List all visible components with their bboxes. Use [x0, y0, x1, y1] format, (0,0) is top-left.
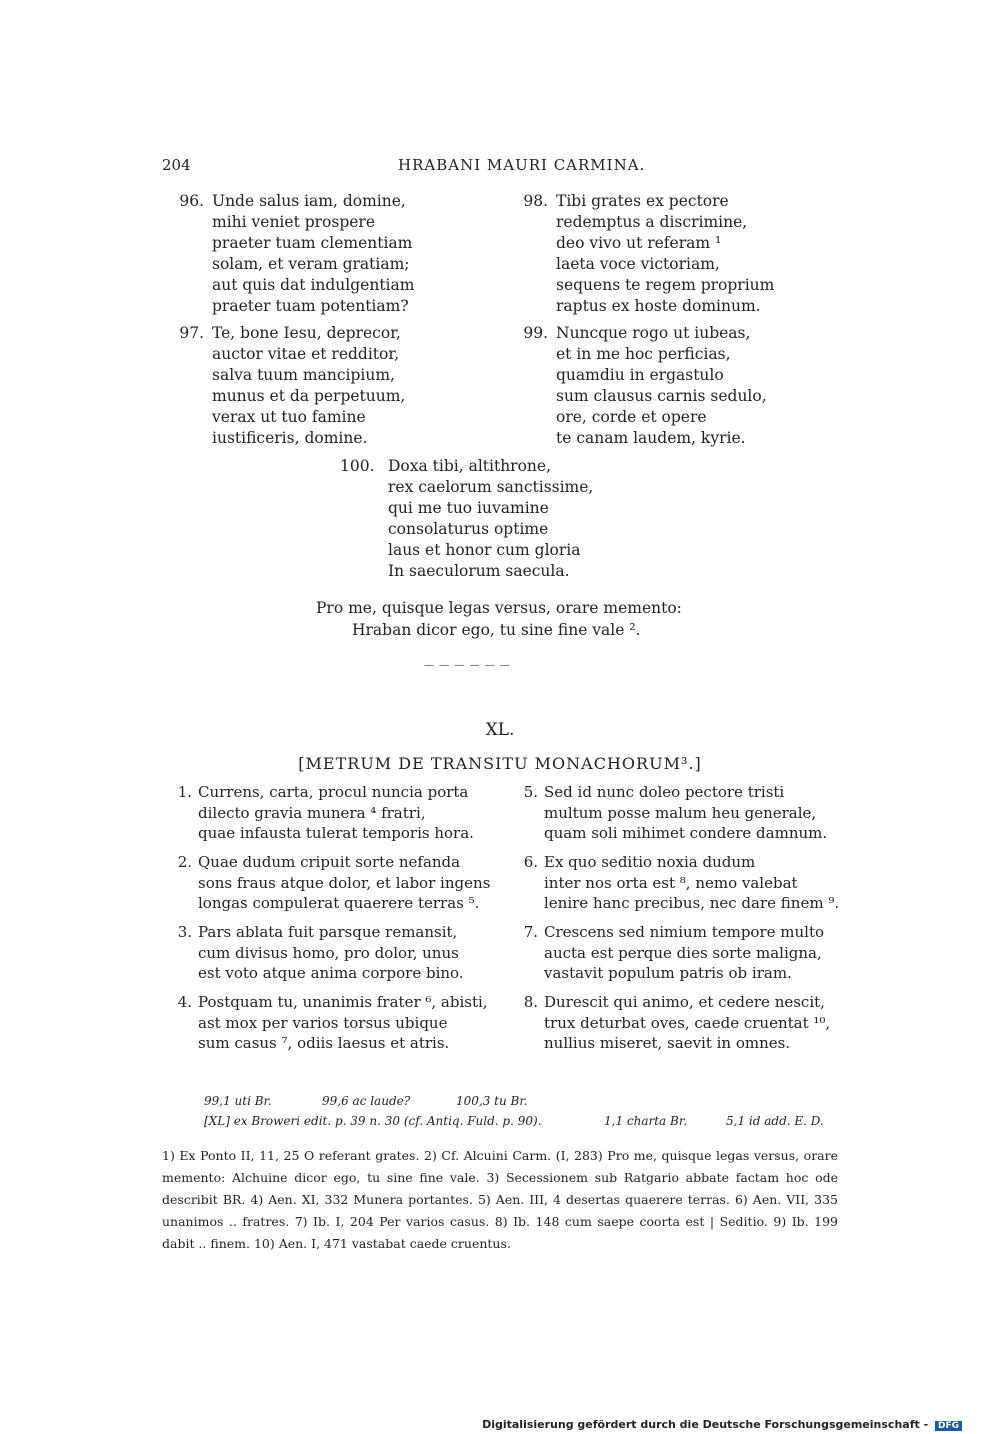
verse-line: quam soli mihimet condere damnum.	[544, 824, 828, 842]
stanza-number: 7.	[523, 923, 538, 941]
verse-line: longas compulerat quaerere terras ⁵.	[198, 894, 480, 912]
apparatus-entry: 1,1 charta Br.	[604, 1114, 688, 1128]
verse-line: ore, corde et opere	[556, 408, 707, 426]
verse-line: laeta voce victoriam,	[556, 255, 720, 273]
verse-line: lenire hanc precibus, nec dare finem ⁹.	[544, 894, 840, 912]
verse-line: mihi veniet prospere	[212, 213, 376, 231]
verse-line: Durescit qui animo, et cedere nescit,	[544, 993, 825, 1011]
verse-line: rex caelorum sanctissime,	[388, 478, 594, 496]
verse-line: Ex quo seditio noxia dudum	[544, 853, 756, 871]
verse-line: multum posse malum heu generale,	[544, 803, 817, 822]
verse-line: consolaturus optime	[388, 520, 549, 538]
verse-line: Sed id nunc doleo pectore tristi	[544, 783, 785, 801]
section-divider: — — — — — —	[424, 660, 511, 671]
verse-line: iustificeris, domine.	[212, 429, 368, 447]
verse-line: ast mox per varios torsus ubique	[198, 1013, 448, 1032]
apparatus-entry: 5,1 id add. E. D.	[726, 1114, 824, 1128]
verse-line: cum divisus homo, pro dolor, unus	[198, 943, 459, 962]
verse-line: Crescens sed nimium tempore multo	[544, 923, 825, 941]
stanza-number: 1.	[177, 783, 192, 801]
verse-line: verax ut tuo famine	[212, 408, 366, 426]
dfg-logo: DFG	[935, 1421, 962, 1431]
running-title: HRABANI MAURI CARMINA.	[398, 156, 646, 174]
stanza-number: 4.	[177, 993, 192, 1011]
stanza-number: 100.	[340, 457, 375, 475]
verse-line: inter nos orta est ⁸, nemo valebat	[544, 873, 798, 892]
verse-line: qui me tuo iuvamine	[388, 499, 549, 517]
verse-line: raptus ex hoste dominum.	[556, 297, 761, 315]
verse-line: nullius miseret, saevit in omnes.	[544, 1034, 791, 1052]
footer-text: Digitalisierung gefördert durch die Deutsche Forschungsgemeinschaft -	[482, 1418, 929, 1431]
verse-line: laus et honor cum gloria	[388, 541, 581, 559]
verse-line: trux deturbat oves, caede cruentat ¹⁰,	[544, 1013, 831, 1032]
distich-line: Hraban dicor ego, tu sine fine vale ².	[352, 621, 641, 639]
apparatus-entry: [XL] ex Broweri edit. p. 39 n. 30 (cf. Antiq. Fuld. p. 90).	[204, 1114, 542, 1128]
verse-line: auctor vitae et redditor,	[212, 345, 399, 363]
verse-line: Postquam tu, unanimis frater ⁶, abisti,	[198, 993, 488, 1011]
apparatus-entry: 99,6 ac laude?	[322, 1094, 411, 1108]
verse-line: In saeculorum saecula.	[388, 562, 570, 580]
stanza-number: 5.	[523, 783, 538, 801]
verse-line: aut quis dat indulgentiam	[212, 276, 415, 294]
stanza-number: 8.	[523, 993, 538, 1011]
verse-line: sum clausus carnis sedulo,	[556, 387, 767, 405]
page-number: 204	[162, 156, 191, 174]
verse-line: Tibi grates ex pectore	[556, 192, 729, 210]
stanza-number: 96.	[179, 192, 204, 210]
apparatus-entry: 99,1 uti Br.	[204, 1094, 272, 1108]
footnotes: 1) Ex Ponto II, 11, 25 O referant grates. 2) Cf. Alcuini Carm. (I, 283) Pro me, quisque legas versus, orare memento: Alchuine dicor ego, tu sine fine vale. 3) Secessionem sub Ratgario abbate factam hoc ode describit BR. 4) Aen. XI, 332 Munera portantes. 5) Aen. III, 4 desertas quaerere terras. 6) Aen. VII, 335 unanimos .. fratres. 7) Ib. I, 204 Per varios casus. 8) Ib. 148 cum saepe coorta est | Seditio. 9) Ib. 199 dabit .. finem. 10) Aen. I, 471 vastabat caede cruentus.	[162, 1148, 838, 1251]
footer-credit	[482, 1418, 962, 1431]
verse-line: sequens te regem proprium	[556, 276, 775, 294]
stanza-number: 99.	[523, 324, 548, 342]
verse-line: Nuncque rogo ut iubeas,	[556, 324, 751, 342]
verse-line: Quae dudum cripuit sorte nefanda	[198, 853, 461, 871]
verse-line: sum casus ⁷, odiis laesus et atris.	[198, 1034, 450, 1052]
verse-line: munus et da perpetuum,	[212, 387, 406, 405]
apparatus-entry: 100,3 tu Br.	[456, 1094, 528, 1108]
verse-line: quae infausta tulerat temporis hora.	[198, 824, 474, 842]
verse-line: redemptus a discrimine,	[556, 213, 748, 231]
verse-line: vastavit populum patris ob iram.	[544, 964, 792, 982]
stanza-number: 97.	[179, 324, 204, 342]
verse-line: Currens, carta, procul nuncia porta	[198, 783, 469, 801]
verse-line: aucta est perque dies sorte maligna,	[544, 943, 822, 962]
verse-line: Te, bone Iesu, deprecor,	[212, 324, 401, 342]
verse-line: te canam laudem, kyrie.	[556, 429, 746, 447]
poem-title: [METRUM DE TRANSITU MONACHORUM³.]	[298, 754, 702, 773]
stanza-number: 98.	[523, 192, 548, 210]
verse-line: quamdiu in ergastulo	[556, 366, 724, 384]
stanza-number: 6.	[523, 853, 538, 871]
verse-line: Pars ablata fuit parsque remansit,	[198, 923, 458, 941]
verse-line: Unde salus iam, domine,	[212, 192, 406, 210]
verse-line: est voto atque anima corpore bino.	[198, 964, 464, 982]
verse-line: Doxa tibi, altithrone,	[388, 457, 552, 475]
distich-line: Pro me, quisque legas versus, orare memento:	[316, 599, 682, 617]
verse-line: praeter tuam clementiam	[212, 234, 413, 252]
verse-line: solam, et veram gratiam;	[212, 255, 410, 273]
stanza-number: 3.	[177, 923, 192, 941]
verse-line: praeter tuam potentiam?	[212, 297, 409, 315]
verse-line: deo vivo ut referam ¹	[556, 234, 722, 252]
verse-line: salva tuum mancipium,	[212, 366, 395, 384]
verse-line: et in me hoc perficias,	[556, 345, 731, 363]
poem-number: XL.	[485, 720, 515, 740]
stanza-number: 2.	[177, 853, 192, 871]
verse-line: sons fraus atque dolor, et labor ingens	[198, 873, 491, 892]
verse-line: dilecto gravia munera ⁴ fratri,	[198, 803, 426, 822]
